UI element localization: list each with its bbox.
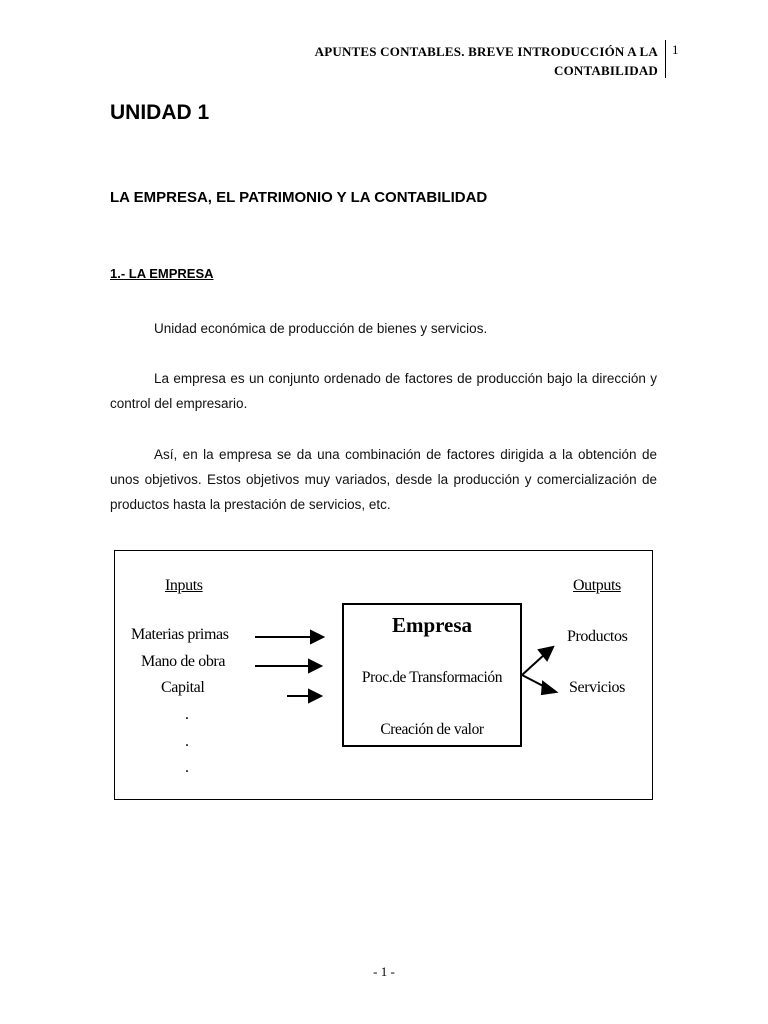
inputs-heading: Inputs xyxy=(165,577,203,594)
input-arrowhead-3 xyxy=(309,690,321,702)
output-arrow-1 xyxy=(522,654,545,675)
empresa-box xyxy=(342,603,522,747)
header-page-number: 1 xyxy=(672,42,679,57)
ellipsis-dot: . xyxy=(185,733,189,750)
outputs-heading: Outputs xyxy=(573,577,621,594)
output-servicios: Servicios xyxy=(569,679,625,696)
page-footer: - 1 - xyxy=(373,964,395,979)
unit-title: UNIDAD 1 xyxy=(110,101,210,124)
empresa-box-process: Proc.de Transformación xyxy=(361,669,503,686)
empresa-box-value: Creación de valor xyxy=(380,721,484,738)
input-mano-de-obra: Mano de obra xyxy=(141,653,226,670)
running-header xyxy=(315,42,658,80)
paragraph-objectives: Así, en la empresa se da una combinación de factores dirigida a la obtención de unos objetivos. Estos objetivos muy variados, desde la producción y comercialización de productos hasta la prestación de servicios, etc. xyxy=(110,447,657,512)
output-arrowhead-2 xyxy=(542,682,556,694)
output-productos: Productos xyxy=(567,628,628,645)
input-arrowhead-2 xyxy=(309,660,321,672)
input-capital: Capital xyxy=(161,679,205,696)
header-line-1: APUNTES CONTABLES. BREVE INTRODUCCIÓN A LA xyxy=(314,44,658,59)
ellipsis-dot: . xyxy=(185,706,189,723)
empresa-box-title: Empresa xyxy=(391,613,473,637)
ellipsis-dot: . xyxy=(185,759,189,776)
input-arrowhead-1 xyxy=(311,631,323,643)
section-title: LA EMPRESA, EL PATRIMONIO Y LA CONTABILIDAD xyxy=(110,189,488,206)
empresa-diagram xyxy=(114,550,653,800)
subsection-title: 1.- LA EMPRESA xyxy=(110,266,214,281)
paragraph-definition: Unidad económica de producción de bienes y servicios. xyxy=(154,321,488,336)
paragraph-factors: La empresa es un conjunto ordenado de factores de producción bajo la dirección y control del empresario. xyxy=(110,371,657,411)
input-materias-primas: Materias primas xyxy=(131,626,229,643)
header-line-2: CONTABILIDAD xyxy=(553,63,658,78)
header-divider xyxy=(665,40,666,78)
